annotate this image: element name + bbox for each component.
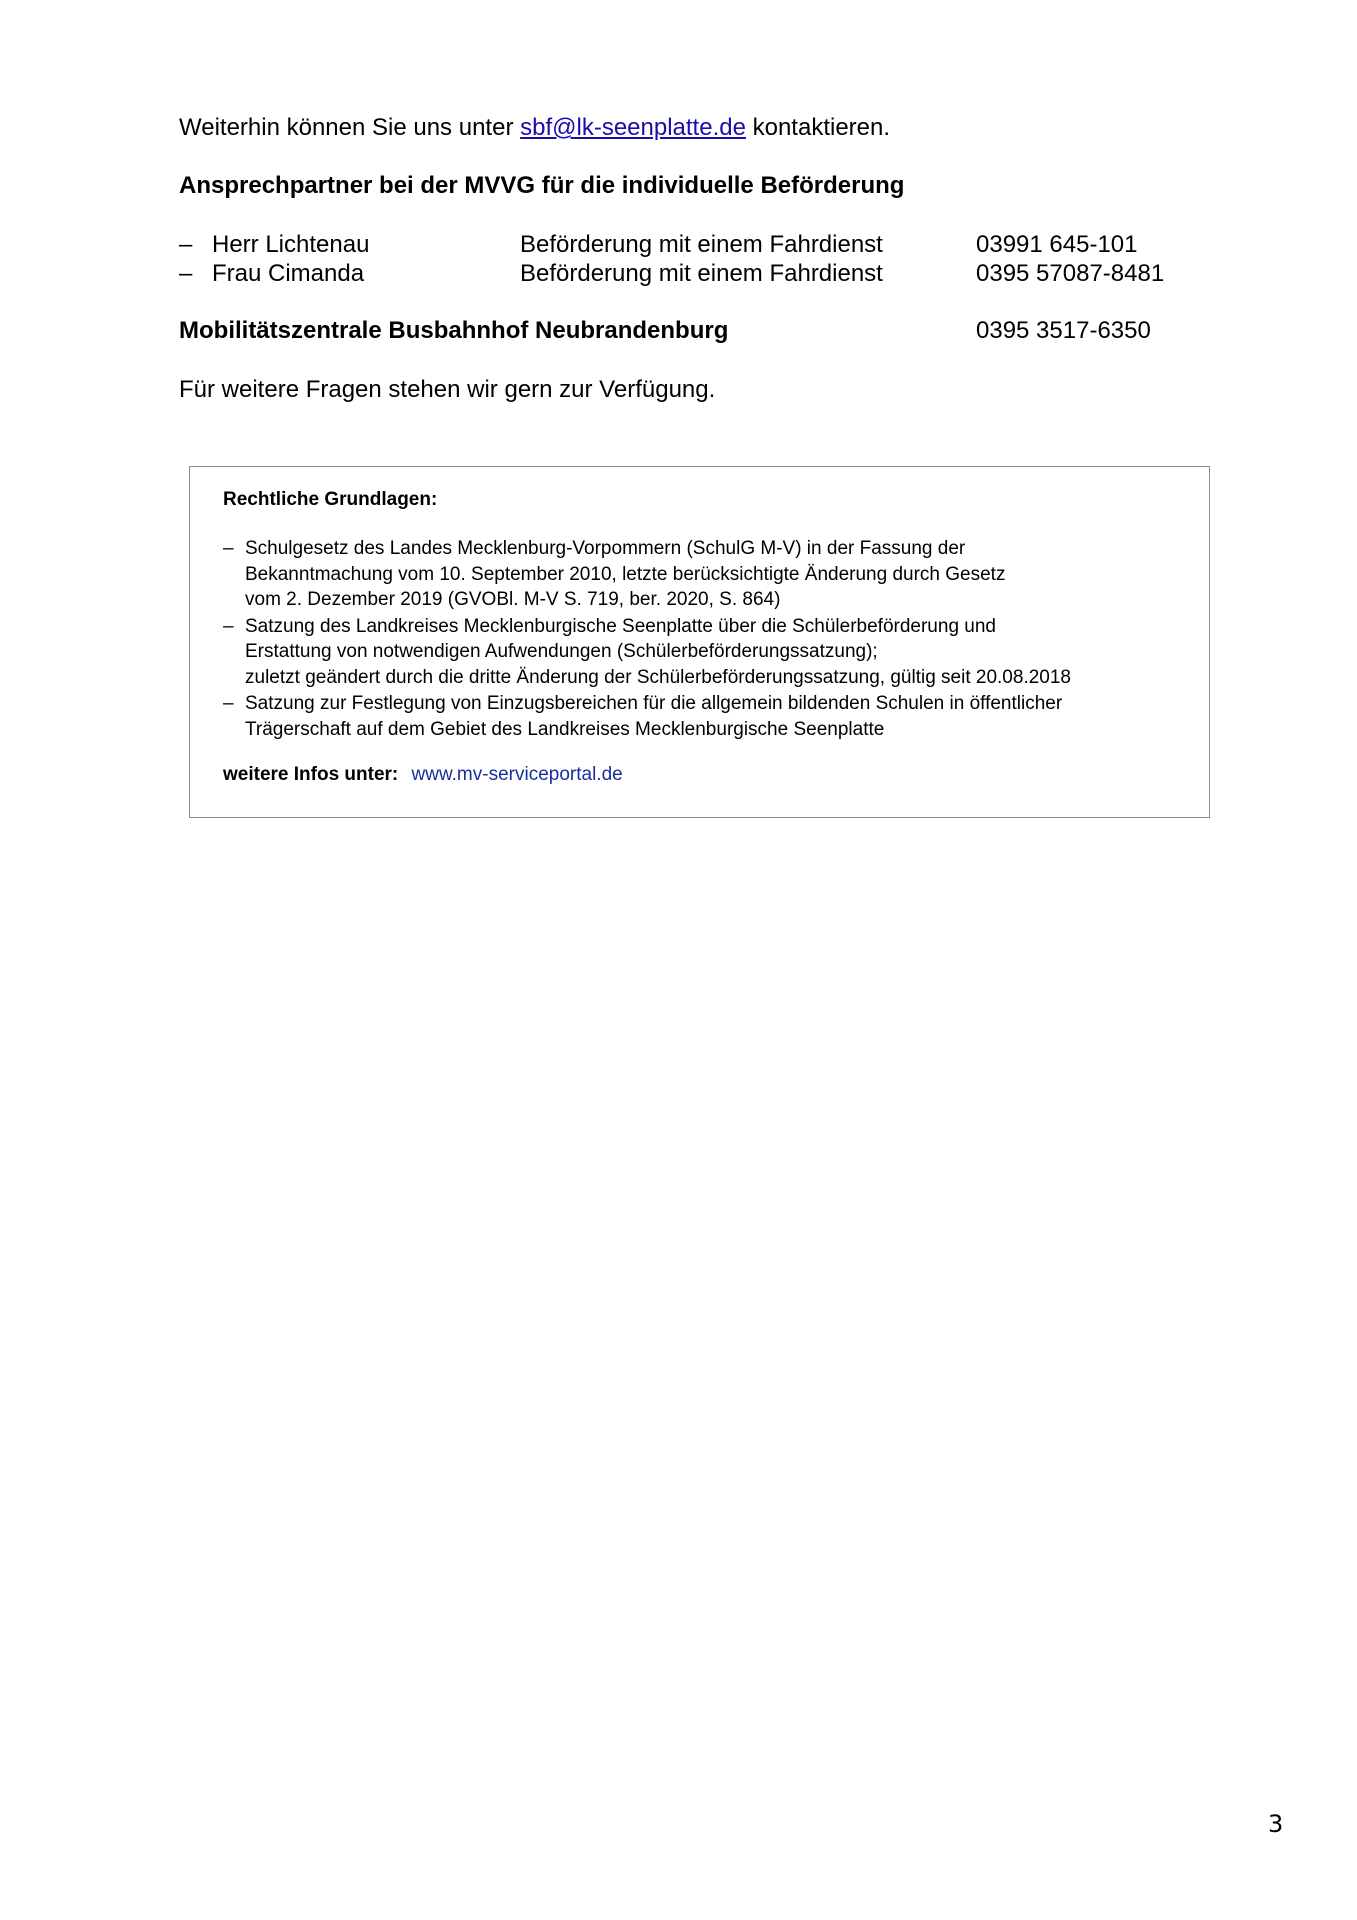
more-info <box>223 763 623 787</box>
legal-item-line: zuletzt geändert durch die dritte Änderung der Schülerbeförderungssatzung, gültig seit 20.08.2018 <box>245 666 1071 688</box>
serviceportal-link[interactable]: www.mv-serviceportal.de <box>411 764 623 785</box>
legal-item <box>223 536 1183 613</box>
legal-item-line: Satzung zur Festlegung von Einzugsbereichen für die allgemein bildenden Schulen in öffentlicher <box>245 693 1063 714</box>
partner-phone: 03991 645-101 <box>976 231 1138 258</box>
dash-bullet: – <box>179 260 193 287</box>
legal-basis-box <box>189 466 1210 818</box>
dash-bullet: – <box>223 615 234 637</box>
legal-item <box>223 691 1183 742</box>
mobility-center-phone: 0395 3517-6350 <box>976 317 1151 344</box>
closing-sentence: Für weitere Fragen stehen wir gern zur Verfügung. <box>179 376 716 403</box>
dash-bullet: – <box>179 231 193 258</box>
partner-name: Frau Cimanda <box>212 260 365 287</box>
email-link[interactable]: sbf@lk-seenplatte.de <box>520 114 746 141</box>
partner-phone: 0395 57087-8481 <box>976 260 1165 287</box>
legal-item-line: Bekanntmachung vom 10. September 2010, letzte berücksichtigte Änderung durch Gesetz <box>245 563 1006 585</box>
legal-item <box>223 614 1183 691</box>
legal-item-line: Trägerschaft auf dem Gebiet des Landkreises Mecklenburgische Seenplatte <box>245 718 885 740</box>
legal-title: Rechtliche Grundlagen: <box>223 489 438 510</box>
partner-role: Beförderung mit einem Fahrdienst <box>520 231 883 258</box>
legal-list <box>223 536 1183 743</box>
legal-item-line: Schulgesetz des Landes Mecklenburg-Vorpommern (SchulG M-V) in der Fassung der <box>245 538 966 559</box>
mobility-center-name: Mobilitätszentrale Busbahnhof Neubrandenburg <box>179 317 729 344</box>
page-number: 3 <box>1268 1810 1284 1838</box>
contact-sentence <box>179 113 890 143</box>
legal-item-line: Satzung des Landkreises Mecklenburgische Seenplatte über die Schülerbeförderung und <box>245 615 996 637</box>
legal-item-line: vom 2. Dezember 2019 (GVOBl. M-V S. 719, ber. 2020, S. 864) <box>245 589 781 610</box>
dash-bullet: – <box>223 693 234 714</box>
legal-item-line: Erstattung von notwendigen Aufwendungen (Schülerbeförderungssatzung); <box>245 641 878 662</box>
contact-suffix: kontaktieren. <box>752 114 891 141</box>
partners-heading: Ansprechpartner bei der MVVG für die individuelle Beförderung <box>179 172 905 199</box>
contact-prefix: Weiterhin können Sie uns unter <box>179 114 514 141</box>
dash-bullet: – <box>223 538 234 559</box>
more-info-label: weitere Infos unter: <box>223 764 399 785</box>
partner-name: Herr Lichtenau <box>212 231 370 258</box>
partner-role: Beförderung mit einem Fahrdienst <box>520 260 883 287</box>
